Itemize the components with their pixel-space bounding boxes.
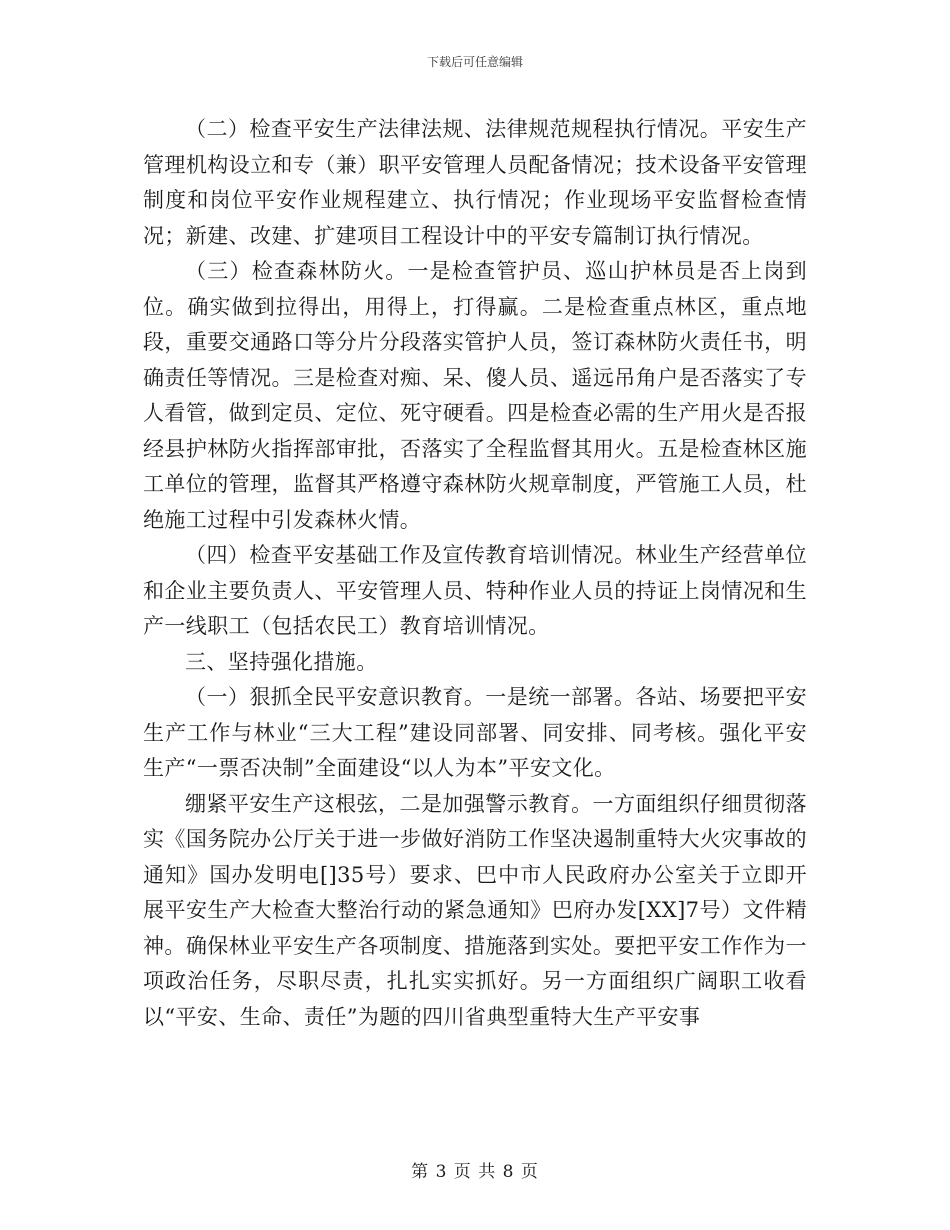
- paragraph-inspection-4: （四）检查平安基础工作及宣传教育培训情况。林业生产经营单位和企业主要负责人、平安管理人员、特种作业人员的持证上岗情况和生产一线职工（包括农民工）教育培训情况。: [143, 543, 807, 638]
- paragraph-measure-1: （一）狠抓全民平安意识教育。一是统一部署。各站、场要把平安生产工作与林业“三大工程”建设同部署、同安排、同考核。强化平安生产“一票否决制”全面建设“以人为本”平安文化。: [143, 685, 807, 780]
- paragraph-warning-education: 绷紧平安生产这根弦，二是加强警示教育。一方面组织仔细贯彻落实《国务院办公厅关于进一步做好消防工作坚决遏制重特大火灾事故的通知》国办发明电[]35号）要求、巴中市人民政府办公室关于立即开展平安生产大检查大整治行动的紧急通知》巴府办发[XX]7号）文件精神。确保林业平安生产各项制度、措施落到实处。要把平安工作作为一项政治任务，尽职尽责，扎扎实实抓好。另一方面组织广阔职工收看以“平安、生命、责任”为题的四川省典型重特大生产平安事: [143, 791, 807, 1029]
- document-body: [143, 112, 807, 1035]
- page-header: 下载后可任意编辑: [426, 55, 523, 69]
- page-footer: 第 3 页 共 8 页: [411, 1162, 539, 1182]
- section-heading-3: 三、坚持强化措施。: [185, 649, 378, 674]
- paragraph-inspection-2: （二）检查平安生产法律法规、法律规范规程执行情况。平安生产管理机构设立和专（兼）职平安管理人员配备情况；技术设备平安管理制度和岗位平安作业规程建立、执行情况；作业现场平安监督检查情况；新建、改建、扩建项目工程设计中的平安专篇制订执行情况。: [143, 117, 807, 248]
- paragraph-inspection-3: （三）检查森林防火。一是检查管护员、巡山护林员是否上岗到位。确实做到拉得出，用得上，打得赢。二是检查重点林区，重点地段，重要交通路口等分片分段落实管护人员，签订森林防火责任书，明确责任等情况。三是检查对痴、呆、傻人员、遥远吊角户是否落实了专人看管，做到定员、定位、死守硬看。四是检查必需的生产用火是否报经县护林防火指挥部审批，否落实了全程监督其用火。五是检查林区施工单位的管理，监督其严格遵守森林防火规章制度，严管施工人员，杜绝施工过程中引发森林火情。: [143, 259, 807, 532]
